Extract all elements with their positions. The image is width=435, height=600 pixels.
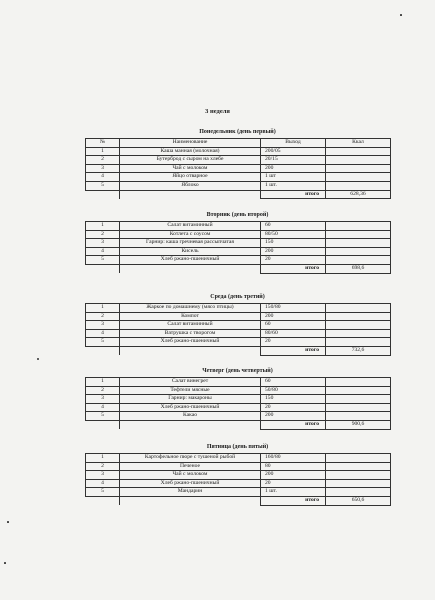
dish-kcal <box>326 329 391 338</box>
total-kcal: 698,6 <box>326 264 391 273</box>
dish-name: Печеное <box>120 462 261 471</box>
dish-name: Салат витаминный <box>120 222 261 231</box>
table-row <box>86 471 391 480</box>
total-label: итого <box>261 420 326 429</box>
dish-name: Ватрушка с творогом <box>120 329 261 338</box>
dish-output: 80/60 <box>261 329 326 338</box>
row-number: 2 <box>86 230 120 239</box>
table-row <box>86 173 391 182</box>
scan-speck <box>4 562 6 564</box>
dish-kcal <box>326 488 391 497</box>
total-kcal: 650,6 <box>326 496 391 505</box>
dish-kcal <box>326 230 391 239</box>
row-number: 2 <box>86 156 120 165</box>
row-number: 3 <box>86 164 120 173</box>
row-number: 2 <box>86 462 120 471</box>
table-row <box>86 256 391 265</box>
menu-table-monday <box>85 138 391 199</box>
row-number: 2 <box>86 312 120 321</box>
dish-kcal <box>326 479 391 488</box>
row-number: 4 <box>86 403 120 412</box>
dish-kcal <box>326 173 391 182</box>
table-row <box>86 329 391 338</box>
dish-output: 1 шт. <box>261 181 326 190</box>
dish-name: Хлеб ржано-пшеничный <box>120 256 261 265</box>
row-number: 3 <box>86 471 120 480</box>
row-number: 1 <box>86 304 120 313</box>
table-row <box>86 412 391 421</box>
total-row <box>86 496 391 505</box>
dish-kcal <box>326 395 391 404</box>
day-title-thursday: Четверг (день четвертый) <box>202 368 273 374</box>
table-row <box>86 304 391 313</box>
dish-output: 20 <box>261 403 326 412</box>
table-row <box>86 462 391 471</box>
dish-kcal <box>326 164 391 173</box>
dish-output: 200 <box>261 312 326 321</box>
dish-name: Мандарин <box>120 488 261 497</box>
dish-output: 50/80 <box>261 386 326 395</box>
dish-output: 200 <box>261 412 326 421</box>
row-number: 2 <box>86 386 120 395</box>
table-row <box>86 312 391 321</box>
dish-output: 200/05 <box>261 147 326 156</box>
column-header-number: № <box>86 139 120 148</box>
dish-output: 200 <box>261 247 326 256</box>
scan-speck <box>37 358 39 360</box>
dish-output: 60 <box>261 222 326 231</box>
row-number: 4 <box>86 173 120 182</box>
dish-kcal <box>326 247 391 256</box>
dish-output: 60 <box>261 378 326 387</box>
dish-name: Яблоко <box>120 181 261 190</box>
table-row <box>86 147 391 156</box>
row-number: 5 <box>86 412 120 421</box>
dish-kcal <box>326 321 391 330</box>
dish-output: 150/80 <box>261 304 326 313</box>
total-row <box>86 420 391 429</box>
dish-kcal <box>326 222 391 231</box>
dish-name: Жаркое по домашнему (мясо птицы) <box>120 304 261 313</box>
total-kcal: 628,36 <box>326 190 391 199</box>
dish-name: Бутерброд с сыром на хлебе <box>120 156 261 165</box>
dish-output: 1 шт <box>261 173 326 182</box>
dish-name: Гарнир: каша гречневая рассыпчатая <box>120 239 261 248</box>
dish-name: Чай с молоком <box>120 471 261 480</box>
table-row <box>86 181 391 190</box>
table-row <box>86 488 391 497</box>
row-number: 1 <box>86 378 120 387</box>
menu-table-tuesday <box>85 221 391 274</box>
dish-name: Гарнир: макароны <box>120 395 261 404</box>
dish-kcal <box>326 338 391 347</box>
table-row <box>86 378 391 387</box>
table-row <box>86 395 391 404</box>
row-number: 4 <box>86 329 120 338</box>
row-number: 5 <box>86 488 120 497</box>
table-row <box>86 164 391 173</box>
table-row <box>86 239 391 248</box>
total-kcal: 900,6 <box>326 420 391 429</box>
dish-name: Хлеб ржано-пшеничный <box>120 338 261 347</box>
dish-output: 200 <box>261 471 326 480</box>
total-row <box>86 190 391 199</box>
dish-name: Хлеб ржано-пшеничный <box>120 403 261 412</box>
day-title-friday: Пятница (день пятый) <box>206 444 269 450</box>
dish-kcal <box>326 454 391 463</box>
total-kcal: 732,6 <box>326 346 391 355</box>
dish-output: 20 <box>261 479 326 488</box>
dish-name: Компот <box>120 312 261 321</box>
dish-kcal <box>326 471 391 480</box>
scan-speck <box>400 14 402 16</box>
dish-name: Хлеб ржано-пшеничный <box>120 479 261 488</box>
column-header-kcal: Ккал <box>326 139 391 148</box>
dish-name: Каша манная (молочная) <box>120 147 261 156</box>
dish-output: 200 <box>261 164 326 173</box>
dish-name: Картофельное пюре с тушеной рыбой <box>120 454 261 463</box>
dish-kcal <box>326 304 391 313</box>
row-number: 3 <box>86 239 120 248</box>
dish-kcal <box>326 181 391 190</box>
total-row <box>86 264 391 273</box>
table-row <box>86 321 391 330</box>
dish-output: 20 <box>261 338 326 347</box>
dish-kcal <box>326 378 391 387</box>
table-row <box>86 230 391 239</box>
total-label: итого <box>261 264 326 273</box>
dish-name: Котлета с соусом <box>120 230 261 239</box>
table-row <box>86 222 391 231</box>
dish-output: 80 <box>261 462 326 471</box>
row-number: 1 <box>86 454 120 463</box>
dish-name: Тефтели мясные <box>120 386 261 395</box>
table-row <box>86 386 391 395</box>
dish-output: 150 <box>261 395 326 404</box>
dish-output: 160/80 <box>261 454 326 463</box>
column-header-name: Наименование <box>120 139 261 148</box>
total-label: итого <box>261 496 326 505</box>
table-row <box>86 479 391 488</box>
table-row <box>86 156 391 165</box>
dish-kcal <box>326 403 391 412</box>
dish-kcal <box>326 239 391 248</box>
dish-name: Яйцо отварное <box>120 173 261 182</box>
total-row <box>86 346 391 355</box>
menu-table-friday <box>85 453 391 506</box>
table-row <box>86 454 391 463</box>
dish-kcal <box>326 256 391 265</box>
dish-output: 60 <box>261 321 326 330</box>
dish-output: 20/15 <box>261 156 326 165</box>
dish-name: Чай с молоком <box>120 164 261 173</box>
table-row <box>86 403 391 412</box>
total-label: итого <box>261 190 326 199</box>
column-header-output: Выход <box>261 139 326 148</box>
menu-table-thursday <box>85 377 391 430</box>
row-number: 3 <box>86 395 120 404</box>
dish-output: 1 шт. <box>261 488 326 497</box>
dish-kcal <box>326 462 391 471</box>
scan-speck <box>7 521 9 523</box>
table-header-row <box>86 139 391 148</box>
row-number: 4 <box>86 479 120 488</box>
dish-output: 80/50 <box>261 230 326 239</box>
dish-output: 150 <box>261 239 326 248</box>
menu-table-wednesday <box>85 303 391 356</box>
day-title-wednesday: Среда (день третий) <box>210 294 265 300</box>
total-label: итого <box>261 346 326 355</box>
dish-name: Какао <box>120 412 261 421</box>
row-number: 4 <box>86 247 120 256</box>
row-number: 5 <box>86 181 120 190</box>
day-title-monday: Понедельник (день первый) <box>199 129 276 135</box>
dish-kcal <box>326 386 391 395</box>
dish-kcal <box>326 147 391 156</box>
dish-name: Салат витаминный <box>120 321 261 330</box>
row-number: 5 <box>86 256 120 265</box>
dish-kcal <box>326 412 391 421</box>
dish-kcal <box>326 156 391 165</box>
dish-output: 20 <box>261 256 326 265</box>
row-number: 5 <box>86 338 120 347</box>
row-number: 1 <box>86 147 120 156</box>
dish-name: Кисель <box>120 247 261 256</box>
row-number: 1 <box>86 222 120 231</box>
week-title: 3 неделя <box>205 108 230 115</box>
day-title-tuesday: Вторник (день второй) <box>206 212 269 218</box>
table-row <box>86 247 391 256</box>
dish-kcal <box>326 312 391 321</box>
table-row <box>86 338 391 347</box>
dish-name: Салат винегрет <box>120 378 261 387</box>
row-number: 3 <box>86 321 120 330</box>
